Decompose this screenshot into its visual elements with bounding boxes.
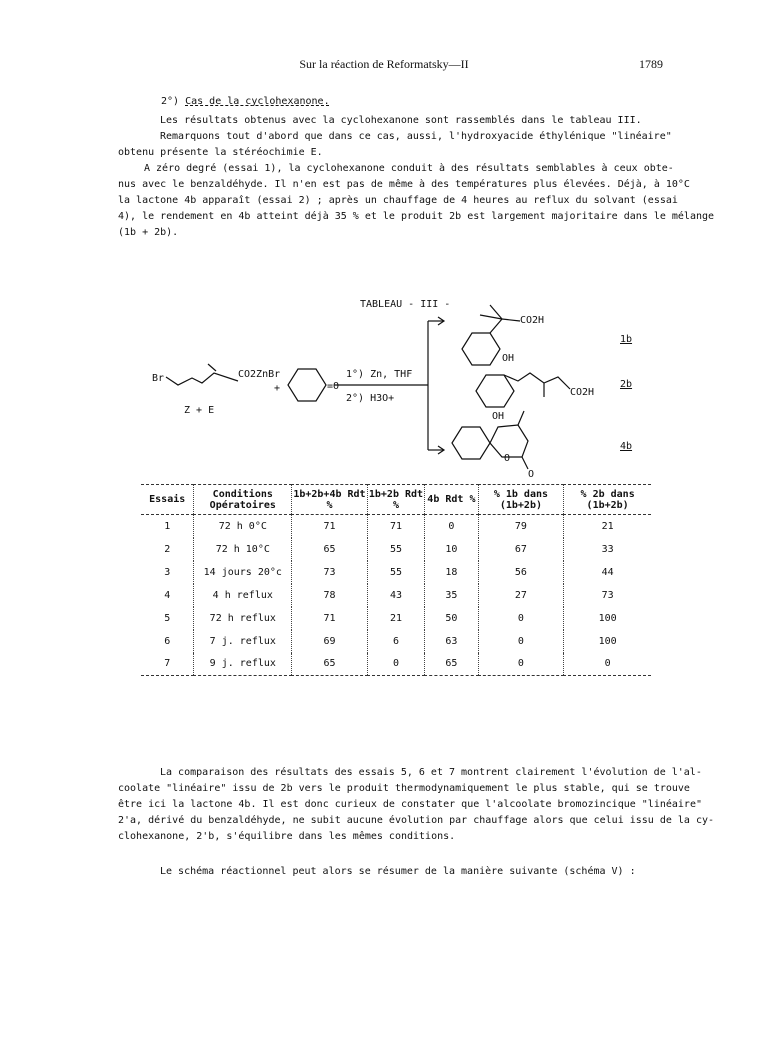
table-cell: 10 bbox=[425, 538, 478, 561]
product-4b-methyl bbox=[518, 411, 524, 425]
reaction-scheme bbox=[130, 285, 650, 480]
table-cell: 69 bbox=[292, 630, 368, 653]
table-cell: 55 bbox=[367, 561, 424, 584]
text-line: être ici la lactone 4b. Il est donc curieux de constater que l'alcoolate bromozincique "linéaire" bbox=[118, 799, 702, 810]
column-header: 4b Rdt % bbox=[425, 485, 478, 515]
table-cell: 9 j. reflux bbox=[194, 653, 292, 676]
table-cell: 21 bbox=[367, 607, 424, 630]
section-heading bbox=[161, 96, 330, 107]
product-4b-carbonyl bbox=[522, 457, 528, 469]
reagent-skeleton bbox=[166, 373, 238, 385]
paragraph-scheme-intro bbox=[118, 864, 673, 880]
table-cell: 43 bbox=[367, 584, 424, 607]
product-2b-acid: CO2H bbox=[570, 387, 595, 398]
reagent-methyl bbox=[208, 364, 216, 371]
scheme-title: TABLEAU - III - bbox=[360, 299, 451, 310]
isomer-label: Z + E bbox=[184, 405, 215, 416]
product-4b-label: 4b bbox=[620, 441, 633, 452]
product-1b-hydroxyl: OH bbox=[502, 353, 515, 364]
table-cell: 78 bbox=[292, 584, 368, 607]
table-cell: 33 bbox=[564, 538, 651, 561]
table-cell: 0 bbox=[367, 653, 424, 676]
table-cell: 4 h reflux bbox=[194, 584, 292, 607]
table-cell: 44 bbox=[564, 561, 651, 584]
table-header-row bbox=[141, 485, 651, 515]
reagent-group: CO2ZnBr bbox=[238, 369, 281, 380]
column-header: % 2b dans (1b+2b) bbox=[564, 485, 651, 515]
table-cell: 65 bbox=[292, 653, 368, 676]
table-cell: 0 bbox=[478, 630, 564, 653]
table-cell: 4 bbox=[164, 589, 171, 601]
section-title: Cas de la cyclohexanone. bbox=[185, 96, 330, 107]
bromide-label: Br bbox=[152, 373, 165, 384]
table-row bbox=[141, 561, 651, 584]
table-row bbox=[141, 653, 651, 676]
table-row bbox=[141, 584, 651, 607]
step-1: 1°) Zn, THF bbox=[346, 369, 413, 380]
table-cell: 27 bbox=[478, 584, 564, 607]
table-cell: 72 h reflux bbox=[194, 607, 292, 630]
running-head: Sur la réaction de Reformatsky—II bbox=[299, 57, 469, 71]
table-cell: 71 bbox=[292, 515, 368, 538]
text-line: clohexanone, 2'b, s'équilibre dans les mêmes conditions. bbox=[118, 831, 456, 842]
product-1b-ring bbox=[462, 333, 500, 365]
product-2b-chain bbox=[504, 373, 570, 389]
column-header: % 1b dans (1b+2b) bbox=[478, 485, 564, 515]
product-4b-carbonyl-oxygen: O bbox=[528, 469, 535, 480]
table-cell: 65 bbox=[292, 538, 368, 561]
step-2: 2°) H3O+ bbox=[346, 393, 395, 404]
paragraph-intro bbox=[118, 113, 715, 241]
product-2b-label: 2b bbox=[620, 379, 633, 390]
table-cell: 71 bbox=[292, 607, 368, 630]
results-table bbox=[141, 484, 651, 676]
column-header: Essais bbox=[149, 494, 186, 505]
table-cell: 0 bbox=[478, 653, 564, 676]
table-cell: 1 bbox=[164, 520, 171, 532]
table-cell: 79 bbox=[478, 515, 564, 538]
table-row bbox=[141, 538, 651, 561]
cyclohexanone-ring bbox=[288, 369, 326, 401]
table-cell: 0 bbox=[564, 653, 651, 676]
product-4b-ring-oxygen: O bbox=[504, 453, 511, 464]
table-cell: 6 bbox=[164, 635, 171, 647]
paragraph-discussion bbox=[118, 765, 715, 845]
table-cell: 18 bbox=[425, 561, 478, 584]
table-cell: 55 bbox=[367, 538, 424, 561]
table-cell: 2 bbox=[164, 543, 171, 555]
column-header: Conditions Opératoires bbox=[194, 485, 292, 515]
table-cell: 35 bbox=[425, 584, 478, 607]
table-cell: 14 jours 20°c bbox=[194, 561, 292, 584]
table-cell: 63 bbox=[425, 630, 478, 653]
table-cell: 73 bbox=[292, 561, 368, 584]
column-header: 1b+2b Rdt % bbox=[367, 485, 424, 515]
table-cell: 65 bbox=[425, 653, 478, 676]
table-cell: 100 bbox=[564, 630, 651, 653]
table-cell: 100 bbox=[564, 607, 651, 630]
table-cell: 50 bbox=[425, 607, 478, 630]
text-line: obtenu présente la stéréochimie E. bbox=[118, 147, 323, 158]
table-row bbox=[141, 607, 651, 630]
table-row bbox=[141, 515, 651, 538]
ketone-oxygen: =O bbox=[327, 381, 340, 392]
product-1b-acid: CO2H bbox=[520, 315, 545, 326]
table-cell: 72 h 0°C bbox=[194, 515, 292, 538]
column-header: 1b+2b+4b Rdt % bbox=[292, 485, 368, 515]
table-row bbox=[141, 630, 651, 653]
product-1b-bond bbox=[502, 319, 520, 321]
product-1b-label: 1b bbox=[620, 334, 633, 345]
text-line: (1b + 2b). bbox=[118, 227, 179, 238]
text-line: A zéro degré (essai 1), la cyclohexanone conduit à des résultats semblables à ceux obte- bbox=[144, 163, 674, 174]
table-cell: 5 bbox=[164, 612, 171, 624]
table-cell: 0 bbox=[425, 515, 478, 538]
product-4b-cyclohexane bbox=[452, 427, 490, 459]
text-line: nus avec le benzaldéhyde. Il n'en est pas de même à des températures plus élevées. Déjà, à 10°C bbox=[118, 179, 690, 190]
product-2b-hydroxyl: OH bbox=[492, 411, 505, 422]
table-cell: 7 bbox=[164, 658, 171, 670]
page-number: 1789 bbox=[639, 57, 663, 71]
text-line: coolate "linéaire" issu de 2b vers le produit thermodynamiquement le plus stable, qui se trouve bbox=[118, 783, 690, 794]
text-line: Remarquons tout d'abord que dans ce cas, aussi, l'hydroxyacide éthylénique "linéaire" bbox=[160, 131, 672, 142]
table-cell: 6 bbox=[367, 630, 424, 653]
text-line: Les résultats obtenus avec la cyclohexanone sont rassemblés dans le tableau III. bbox=[160, 115, 642, 126]
text-line: Le schéma réactionnel peut alors se résumer de la manière suivante (schéma V) : bbox=[160, 866, 636, 877]
section-number: 2°) bbox=[161, 96, 180, 107]
table-cell: 3 bbox=[164, 566, 171, 578]
table-cell: 72 h 10°C bbox=[194, 538, 292, 561]
table-cell: 0 bbox=[478, 607, 564, 630]
table-cell: 56 bbox=[478, 561, 564, 584]
table-cell: 71 bbox=[367, 515, 424, 538]
table-cell: 7 j. reflux bbox=[194, 630, 292, 653]
text-line: la lactone 4b apparaît (essai 2) ; après un chauffage de 4 heures au reflux du solvant (essai bbox=[118, 195, 678, 206]
table-cell: 67 bbox=[478, 538, 564, 561]
table-cell: 73 bbox=[564, 584, 651, 607]
text-line: La comparaison des résultats des essais 5, 6 et 7 montrent clairement l'évolution de l'al- bbox=[160, 767, 702, 778]
plus-sign: + bbox=[274, 383, 281, 394]
product-2b-ring bbox=[476, 375, 514, 407]
text-line: 4), le rendement en 4b atteint déjà 35 % et le produit 2b est largement majoritaire dans le mélange bbox=[118, 211, 715, 222]
text-line: 2'a, dérivé du benzaldéhyde, ne subit aucune évolution par chauffage alors que celui issu de la cy- bbox=[118, 815, 715, 826]
table-cell: 21 bbox=[564, 515, 651, 538]
